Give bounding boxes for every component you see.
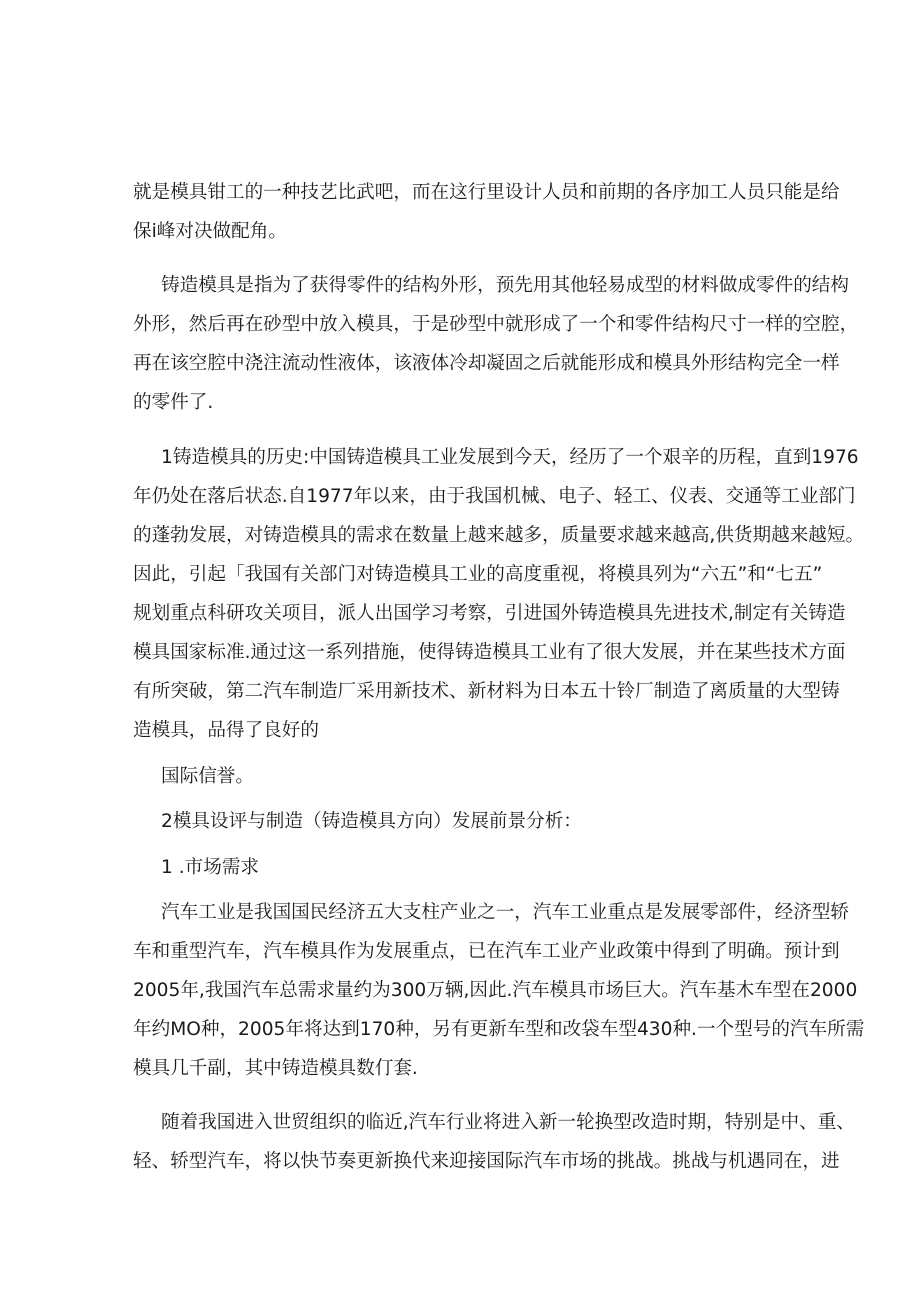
paragraph-2-line-1: 铸造模具是指为了获得零件的结构外形，预先用其他轻易成型的材料做成零件的结构 — [161, 275, 849, 296]
paragraph-3-line-4: 因此，引起「我国有关部门对铸造模具工业的高度重视，将模具列为“六五”和“七五” — [133, 564, 823, 585]
paragraph-3-line-3: 的蓬勃发展，对铸造模具的需求在数量上越来越多，质量要求越来越高,供货期越来越短。 — [133, 525, 865, 546]
paragraph-7-line-2: 车和重型汽车，汽车模具作为发展重点，已在汽车工业产业政策中得到了明确。预计到 — [133, 941, 840, 962]
paragraph-2-line-4: 的零件了. — [133, 392, 214, 413]
paragraph-7-line-4: 年约MO种，2005年将达到170种，另有更新车型和改袋车型430种.一个型号的汽车所需 — [133, 1019, 865, 1040]
paragraph-3-line-5: 规划重点科研攻关项目，派人出国学习考察，引进国外铸造模具先进技术,制定有关铸造 — [133, 603, 846, 624]
paragraph-4-line-1: 国际信誉。 — [161, 766, 254, 787]
paragraph-7-line-1: 汽车工业是我国国民经济五大支柱产业之一，汽车工业重点是发展零部件，经济型轿 — [161, 902, 849, 923]
paragraph-3-line-7: 有所突破，第二汽车制造厂采用新技术、新材料为日本五十铃厂制造了离质量的大型铸 — [133, 681, 840, 702]
paragraph-7-line-5: 模具几千副，其中铸造模具数仃套. — [133, 1058, 418, 1079]
paragraph-7-line-3: 2005年,我国汽车总需求量约为300万辆,因此.汽车模具市场巨大。汽车基木车型在2000 — [133, 980, 858, 1001]
paragraph-8-line-2: 轻、轿型汽车，将以快节奏更新换代来迎接国际汽车市场的挑战。挑战与机遇同在，进 — [133, 1151, 840, 1172]
paragraph-8-line-1: 随着我国进入世贸组织的临近,汽车行业将进入新一轮换型改造时期，特别是中、重、 — [161, 1112, 855, 1133]
paragraph-3-line-8: 造模具，品得了良好的 — [133, 720, 319, 741]
paragraph-3-line-2: 年仍处在落后状态.自1977年以来，由于我国机械、电子、轻工、仪表、交通等工业部门 — [133, 486, 856, 507]
paragraph-2-line-2: 外形，然后再在砂型中放入模具，于是砂型中就形成了一个和零件结构尺寸一样的空腔， — [133, 314, 859, 335]
paragraph-3-line-1: 1铸造模具的历史:中国铸造模具工业发展到今天，经历了一个艰辛的历程，直到1976 — [161, 447, 859, 468]
subsection-heading-1: 1 .市场需求 — [161, 857, 260, 878]
paragraph-3-line-6: 模具国家标准.通过这一系列措施，使得铸造模具工业有了很大发展，并在某些技术方面 — [133, 642, 846, 663]
paragraph-1-line-1: 就是模具钳工的一种技艺比武吧，而在这行里设计人员和前期的各序加工人员只能是给 — [133, 182, 840, 203]
section-heading-2: 2模具设评与制造（铸造模具方向）发展前景分析： — [161, 811, 582, 832]
paragraph-1-line-2: 保i峰对决做配角。 — [133, 221, 287, 242]
paragraph-2-line-3: 再在该空腔中浇注流动性液体，该液体冷却凝固之后就能形成和模具外形结构完全一样 — [133, 353, 840, 374]
